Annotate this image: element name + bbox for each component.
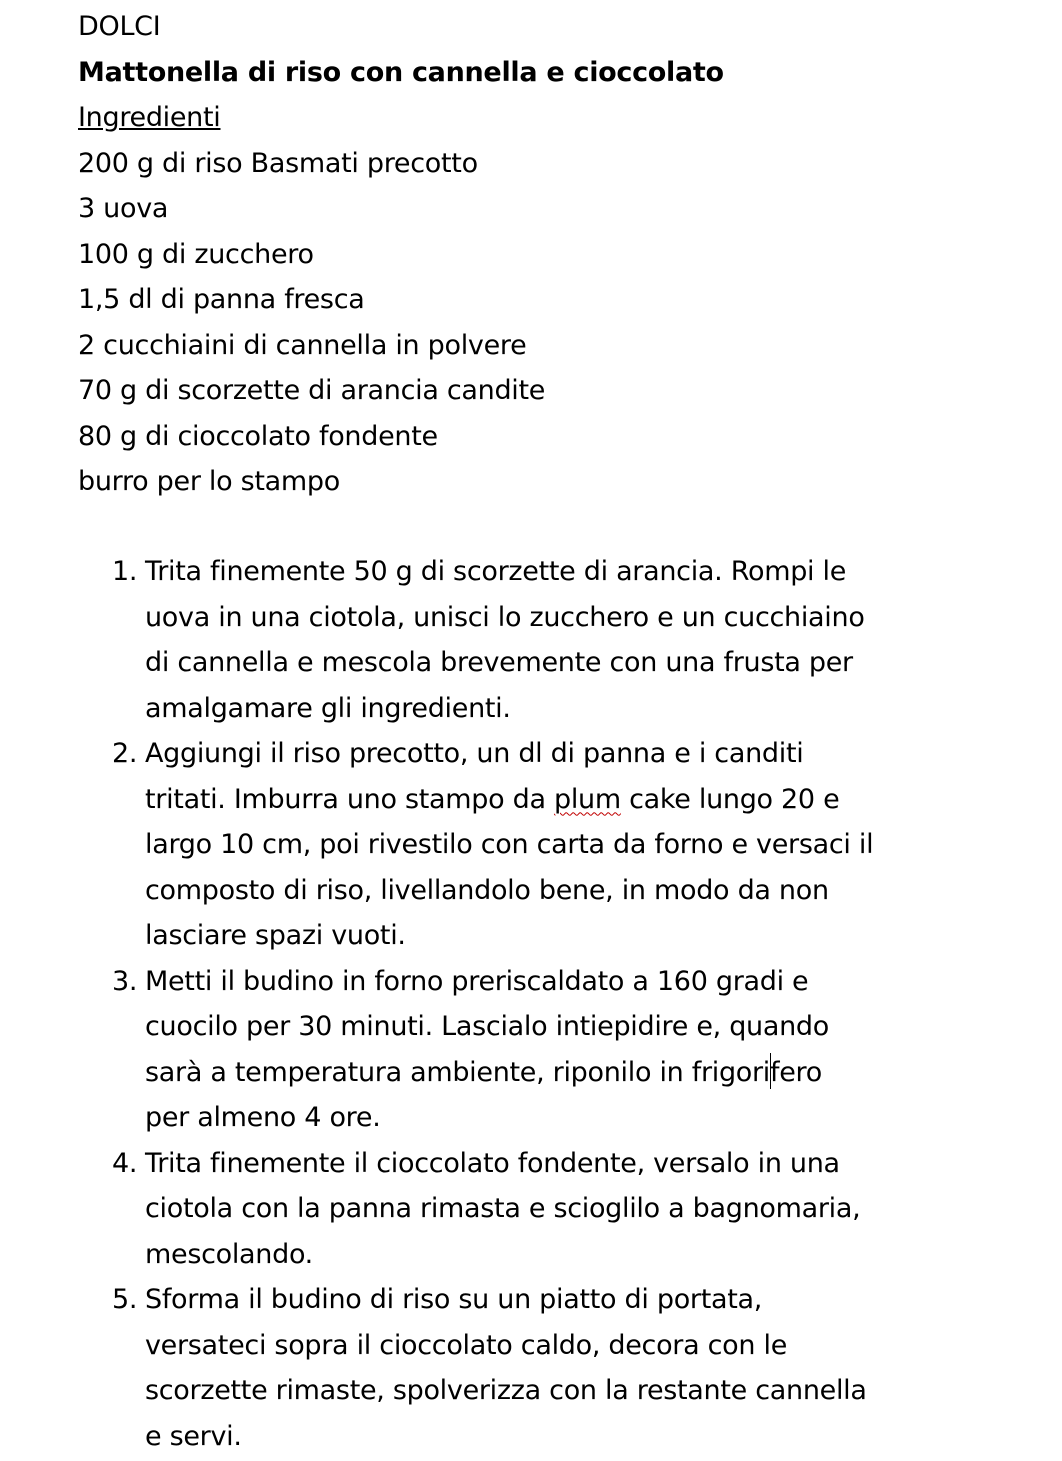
step-text-line [145,777,873,823]
step-text-line[interactable] [145,1050,873,1096]
ingredient-item: burro per lo stampo [78,466,340,497]
step-text-segment: sarà a temperatura ambiente, riponilo in frigori [145,1056,771,1088]
ingredient-item: 70 g di scorzette di arancia candite [78,375,546,406]
step-text-line: Trita finemente il cioccolato fondente, versalo in una [145,1147,840,1179]
ingredients-heading: Ingredienti [78,102,221,133]
recipe-header [78,4,724,505]
step-text-segment: fero [770,1056,822,1088]
spellcheck-flagged-word[interactable]: plum [553,783,621,815]
ingredient-item: 2 cucchiaini di cannella in polvere [78,329,527,361]
step-number: 1. [112,556,138,587]
step-number: 4. [112,1147,138,1179]
recipe-title: Mattonella di riso con cannella e cioccolato [78,56,724,88]
step-text-segment: cake lungo 20 e [620,783,840,815]
step-text-line: composto di riso, livellandolo bene, in modo da non [145,874,829,906]
step-text-line: Metti il budino in forno preriscaldato a 160 gradi e [145,965,809,997]
category-label: DOLCI [78,11,161,42]
step-text-line: largo 10 cm, poi rivestilo con carta da forno e versaci il [145,829,874,860]
step-text-line: Trita finemente 50 g di scorzette di arancia. Rompi le [145,556,847,587]
step-text-line: scorzette rimaste, spolverizza con la restante cannella [145,1375,867,1406]
step-item [78,549,873,731]
ingredient-item: 1,5 dl di panna fresca [78,284,365,315]
preparation-steps [78,549,873,1459]
step-text-line: di cannella e mescola brevemente con una frusta per [145,647,853,678]
step-text-line: Aggiungi il riso precotto, un dl di panna e i canditi [145,738,804,769]
step-item [78,731,873,959]
step-item [78,1141,873,1278]
step-number: 2. [112,738,138,769]
step-text-line: e servi. [145,1420,242,1452]
step-text-line: cuocilo per 30 minuti. Lascialo intiepidire e, quando [145,1011,829,1042]
step-text-line: lasciare spazi vuoti. [145,920,406,951]
step-text-segment: tritati. Imburra uno stampo da [145,783,554,815]
step-text-line: versateci sopra il cioccolato caldo, decora con le [145,1329,788,1361]
step-text-line: ciotola con la panna rimasta e scioglilo a bagnomaria, [145,1193,861,1224]
step-text-line: Sforma il budino di riso su un piatto di portata, [145,1284,763,1315]
step-text-line: uova in una ciotola, unisci lo zucchero e un cucchiaino [145,601,865,633]
step-number: 3. [112,965,138,997]
step-text-line: per almeno 4 ore. [145,1102,381,1133]
step-text-line: mescolando. [145,1238,313,1270]
ingredient-item: 100 g di zucchero [78,238,314,270]
ingredient-item: 200 g di riso Basmati precotto [78,147,478,179]
step-number: 5. [112,1284,138,1315]
ingredient-item: 3 uova [78,193,169,224]
step-item [78,959,873,1141]
ingredient-item: 80 g di cioccolato fondente [78,420,438,452]
step-text-line: amalgamare gli ingredienti. [145,692,511,724]
step-item [78,1277,873,1459]
